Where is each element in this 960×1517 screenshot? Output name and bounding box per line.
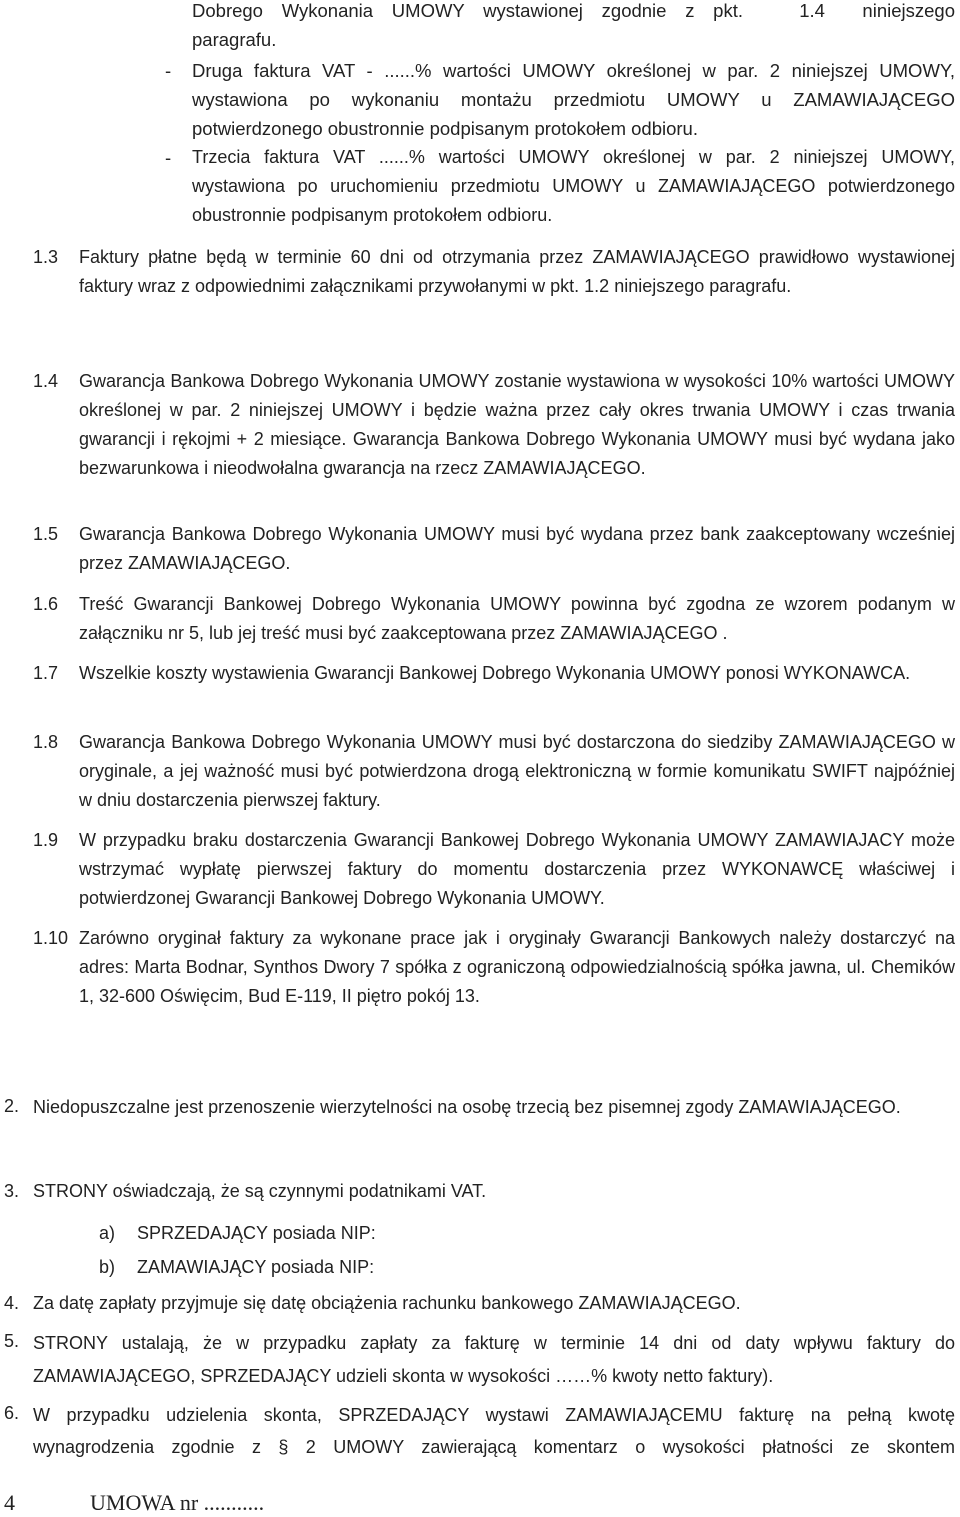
clause-number: 1.5 [33,524,59,544]
page-number: 4 [4,1490,15,1515]
item-number: 4. [4,1293,20,1313]
clause-number: 1.4 [33,371,59,391]
clause-number: 1.7 [33,663,59,683]
clause-text: Gwarancja Bankowa Dobrego Wykonania UMOWY zostanie wystawiona w wysokości 10% wartości UMOWY określonej w par. 2 niniejszej UMOWY i będzie ważna przez cały okres trwania UMOWY i czas trwania gwarancji i rękojmi + 2 miesiące. Gwarancja Bankowa Dobrego Wykonania UMOWY musi być wydana jako bezwarunkowa i nieodwołalna gwarancja na rzecz ZAMAWIAJĄCEGO. [79,371,955,478]
intro-line-2: paragrafu. [192,29,277,50]
item-number: 5. [4,1331,20,1351]
item-text: Niedopuszczalne jest przenoszenie wierzytelności na osobę trzecią bez pisemnej zgody ZAMAWIAJĄCEGO. [33,1097,901,1117]
clause-text: Faktury płatne będą w terminie 60 dni od otrzymania przez ZAMAWIAJĄCEGO prawidłowo wystawionej faktury wraz z odpowiednimi załącznikami przywołanymi w pkt. 1.2 niniejszego paragrafu. [79,247,955,296]
intro-line-1: Dobrego Wykonania UMOWY wystawionej zgodnie z pkt. 1.4 niniejszego [192,0,955,21]
item-text: STRONY oświadczają, że są czynnymi podatnikami VAT. [33,1181,487,1201]
item-text: Za datę zapłaty przyjmuje się datę obciążenia rachunku bankowego ZAMAWIAJĄCEGO. [33,1293,741,1313]
clause-number: 1.3 [33,247,59,267]
subitem-text: SPRZEDAJĄCY posiada NIP: [137,1223,376,1243]
subitem-a [99,1219,376,1248]
subitem-text: ZAMAWIAJĄCY posiada NIP: [137,1257,375,1277]
invoice-item-2: Druga faktura VAT - ......% wartości UMOWY określonej w par. 2 niniejszej UMOWY, wystawiona po wykonaniu montażu przedmiotu UMOWY u ZAMAWIAJĄCEGO potwierdzonego obustronnie podpisanym protokołem odbioru. [192,60,955,139]
item-number: 2. [4,1096,20,1116]
clause-text: W przypadku braku dostarczenia Gwarancji Bankowej Dobrego Wykonania UMOWY ZAMAWIAJACY może wstrzymać wypłatę pierwszej faktury do momentu dostarczenia przez WYKONAWCĘ właściwej i potwierdzonej Gwarancji Bankowej Dobrego Wykonania UMOWY. [79,830,955,908]
clause-number: 1.6 [33,594,59,614]
item-text: W przypadku udzielenia skonta, SPRZEDAJĄCY wystawi ZAMAWIAJĄCEMU fakturę na pełną kwotę wynagrodzenia zgodnie z § 2 UMOWY zawierającą komentarz o wysokości płatności ze skontem [33,1405,955,1457]
clause-number: 1.8 [33,732,59,752]
clause-text: Treść Gwarancji Bankowej Dobrego Wykonania UMOWY powinna być zgodna ze wzorem podanym w załączniku nr 5, lub jej treść musi być zaakceptowana przez ZAMAWIAJĄCEGO . [79,594,955,643]
invoice-item-3: Trzecia faktura VAT ......% wartości UMOWY określonej w par. 2 niniejszej UMOWY, wystawiona po uruchomieniu przedmiotu UMOWY u ZAMAWIAJĄCEGO potwierdzonego obustronnie podpisanym protokołem odbioru. [192,147,955,225]
invoice-dash-1: - [165,60,172,81]
page-footer [4,1489,264,1517]
clause-number: 1.9 [33,830,59,850]
intro-continuation [192,0,955,54]
item-number: 6. [4,1403,20,1423]
clause-number: 1.10 [33,928,69,948]
clause-text: Gwarancja Bankowa Dobrego Wykonania UMOWY musi być dostarczona do siedziby ZAMAWIAJĄCEGO w oryginale, a jej ważność musi być potwierdzona drogą elektroniczną w formie komunikatu SWIFT najpóźniej w dniu dostarczenia pierwszej faktury. [79,732,955,810]
footer-label: UMOWA nr ........... [90,1490,265,1515]
item-text: STRONY ustalają, że w przypadku zapłaty za fakturę w terminie 14 dni od daty wpływu faktury do ZAMAWIAJĄCEGO, SPRZEDAJĄCY udzieli skonta w wysokości ……% kwoty netto faktury). [33,1333,955,1386]
clause-text: Zarówno oryginał faktury za wykonane prace jak i oryginały Gwarancji Bankowych należy dostarczyć na adres: Marta Bodnar, Synthos Dwory 7 spółka z ograniczoną odpowiedzialnością spółka jawna, ul. Chemików 1, 32-600 Oświęcim, Bud E-119, II piętro pokój 13. [79,928,955,1006]
subitem-b [99,1253,374,1282]
item-number: 3. [4,1181,20,1201]
clause-text: Gwarancja Bankowa Dobrego Wykonania UMOWY musi być wydana przez bank zaakceptowany wcześniej przez ZAMAWIAJĄCEGO. [79,524,955,573]
subitem-label: a) [99,1223,116,1243]
clause-text: Wszelkie koszty wystawienia Gwarancji Bankowej Dobrego Wykonania UMOWY ponosi WYKONAWCA. [79,663,911,683]
subitem-label: b) [99,1257,116,1277]
invoice-dash-2: - [165,147,172,168]
